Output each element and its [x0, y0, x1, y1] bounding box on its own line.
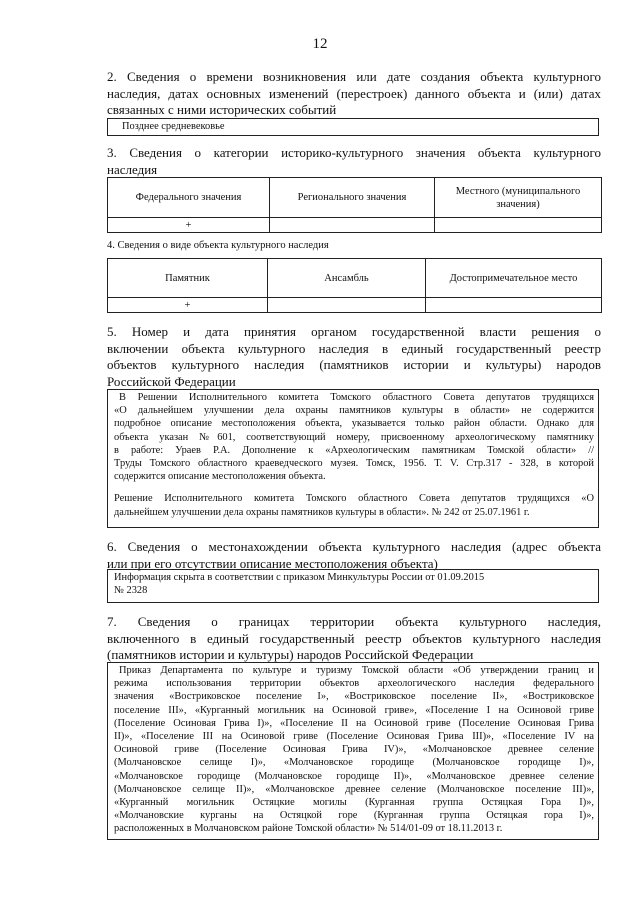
section6-line: 6. Сведения о местонахождении объекта культурного наследия (адрес объекта — [107, 539, 601, 554]
section7-box-line: Приказ Департамента по культуре и туризму Томской области «Об утверждении границ и — [119, 665, 594, 676]
section3-line: наследия — [107, 161, 158, 177]
section7-box-line: значения «Востриковское поселение I», «Востриковское поселение II», «Востриковское — [114, 691, 594, 703]
section5-heading — [107, 324, 601, 390]
section7-line: включенного в единый государственный реестр объектов культурного наследия — [107, 630, 601, 646]
section5-box-line: дальнейшем улучшении дела охраны памятников культуры в области». № 242 от 25.07.1961 г. — [114, 506, 530, 518]
section2-line: 2. Сведения о времени возникновения или дате создания объекта культурного — [107, 69, 601, 84]
section7-line: (памятников истории и культуры) народов Российской Федерации — [107, 647, 474, 662]
section6-box-line: Информация скрыта в соответствии с приказом Минкультуры России от 01.09.2015 — [114, 572, 485, 583]
section7-box-line: поселение III», «Курганный могильник на Осиновой гриве», «Поселение I на Осиновой гриве — [114, 704, 594, 716]
type-mark — [268, 298, 426, 313]
section6-heading — [107, 539, 601, 572]
section5-box-line: Решение Исполнительного комитета Томского областного Совета депутатов трудящихся «О — [114, 493, 594, 505]
section7-box-line: (Молчановское селище II)», «Молчановское древнее селение (Молчановское поселение III)», — [114, 783, 594, 795]
section5-box-line: «О дальнейшем улучшении дела охраны памятников культуры в области» не содержится — [114, 405, 594, 417]
category-mark: + — [108, 218, 270, 233]
section5-box-line: В Решении Исполнительного комитета Томского областного Совета депутатов трудящихся — [119, 392, 594, 403]
category-header: Регионального значения — [270, 178, 435, 218]
type-table — [107, 258, 602, 313]
category-header: Федерального значения — [108, 178, 270, 218]
section6-box-line: № 2328 — [114, 585, 148, 597]
section4-heading: 4. Сведения о виде объекта культурного наследия — [107, 240, 329, 251]
section7-line: 7. Сведения о границах территории объекта культурного наследия, — [107, 614, 601, 629]
category-header: Местного (муниципального значения) — [435, 178, 602, 218]
section7-box-line: «Молчановские курганы на Остяцкой горе (Курганная группа Остяцкая гора I)», — [114, 810, 594, 822]
type-header: Достопримечательное место — [426, 259, 602, 298]
section5-box-line: объекта указан №601, соответствующий номеру, присвоенному археологическому памятнику — [114, 431, 594, 443]
section2-value-box — [107, 118, 599, 136]
section5-line: включении объекта культурного наследия в единый государственный реестр — [107, 340, 601, 356]
section3-heading — [107, 145, 601, 178]
type-header: Ансамбль — [268, 259, 426, 298]
section7-heading — [107, 614, 601, 664]
type-mark: + — [108, 298, 268, 313]
section7-box-line: режима использования территории объектов археологического наследия федерального — [114, 678, 594, 690]
section5-box-line: подробное описание местоположения объекта, указывается только район области. Однако для — [114, 418, 594, 430]
section7-box-line: II)», «Поселение III на Осиновой гриве (Поселение Осиновая Грива III)», «Поселение IV на — [114, 731, 594, 743]
section7-box-line: «Курганный могильник Остяцкие могилы (Курганная группа Остяцкая Гора I)», — [114, 797, 594, 809]
category-mark — [270, 218, 435, 233]
section7-box-line: расположенных в Молчановском районе Томской области» № 514/01-09 от 18.11.2013 г. — [114, 823, 503, 835]
type-mark — [426, 298, 602, 313]
section3-line: 3. Сведения о категории историко-культурного значения объекта культурного — [107, 145, 601, 160]
type-header: Памятник — [108, 259, 268, 298]
category-table — [107, 177, 602, 233]
section7-box-line: (Поселение Осиновая Грива I)», «Поселение II на Осиновой гриве (Поселение Осиновая Грива — [114, 717, 594, 729]
section2-heading — [107, 69, 601, 119]
section5-line: 5. Номер и дата принятия органом государственной власти решения о — [107, 324, 601, 339]
section5-box-line: содержится описание местоположения объекта. — [114, 471, 326, 483]
section7-box-line: «Молчановское городище (Молчановское городище II)», «Молчановское древнее селение — [114, 770, 594, 782]
section7-box-line: (Молчановское селище I)», «Молчановское городище (Молчановское городище I)», — [114, 757, 594, 769]
section5-box — [107, 389, 599, 528]
section6-line: или при его отсутствии описание местоположения объекта) — [107, 555, 438, 571]
section2-line: связанных с ними исторических событий — [107, 102, 337, 117]
section5-box-line: в работе: Ураев Р.А. Дополнение к «Археологическим памятникам Томской области» // — [114, 444, 594, 456]
section7-box-line: Осиновой гриве (Поселение Осиновая Грива IV)», «Молчановское древнее селение — [114, 744, 594, 756]
category-mark — [435, 218, 602, 233]
section7-box — [107, 662, 599, 840]
section5-line: объектов культурного наследия (памятников истории и культуры) народов — [107, 357, 601, 372]
page-number: 12 — [312, 36, 328, 52]
section2-line: наследия, датах основных изменений (перестроек) данного объекта и (или) датах — [107, 85, 601, 101]
section5-box-line: Труды Томского областного краеведческого музея. Томск, 1956. Т. V. Стр.317 - 328, в которой — [114, 458, 594, 470]
section2-value: Позднее средневековье — [122, 121, 225, 132]
section6-box — [107, 569, 599, 603]
section5-line: Российской Федерации — [107, 373, 236, 389]
